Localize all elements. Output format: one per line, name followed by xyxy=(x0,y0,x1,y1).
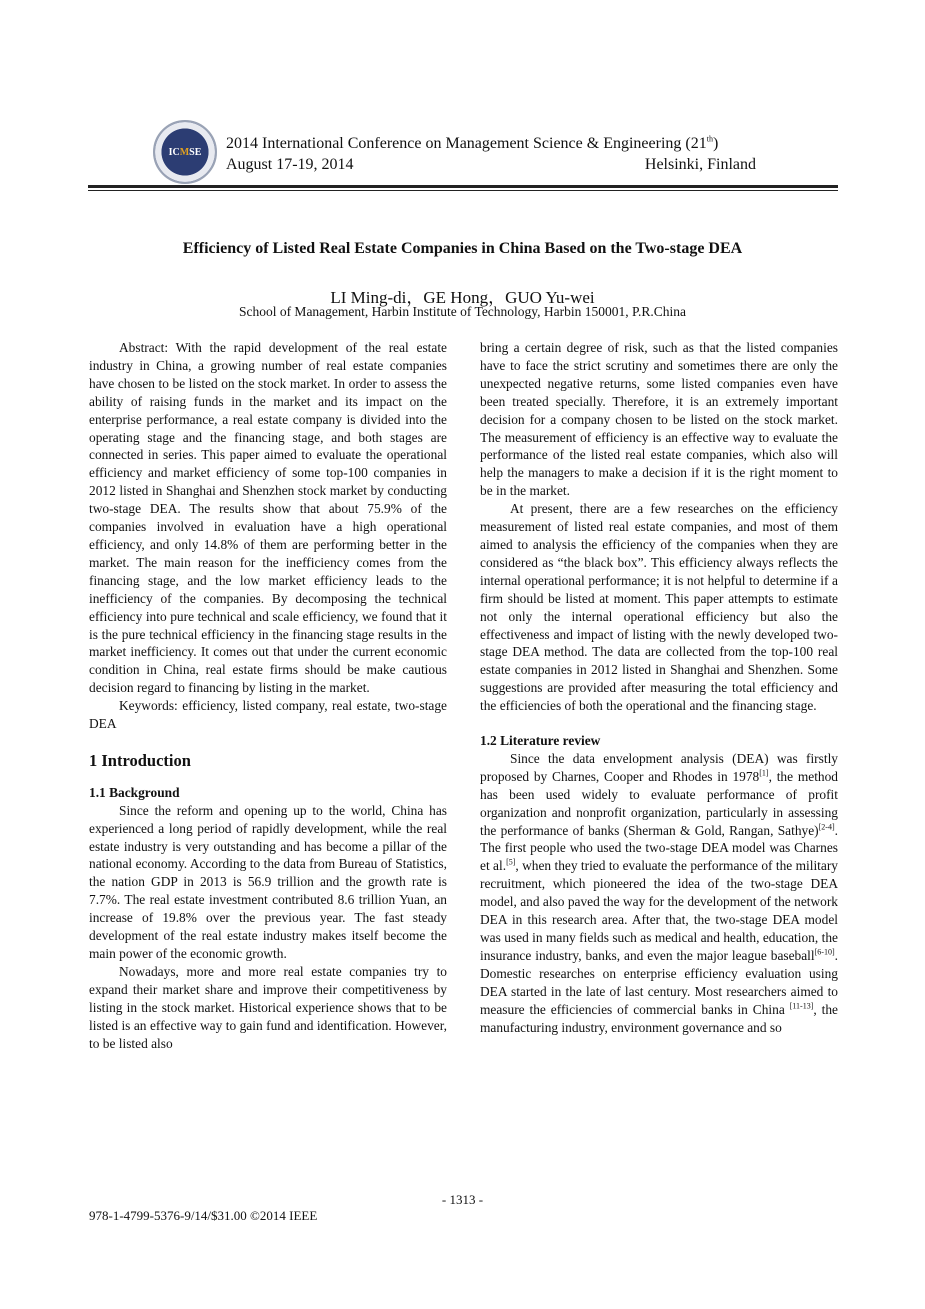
paragraph xyxy=(89,697,447,733)
section-heading: 1 Introduction xyxy=(89,750,191,770)
text-run: Abstract: With the rapid development of the real estate industry in China, a growing number of real estate companies have chosen to be listed on the stock market. In order to assess the ability of raising funds in the market and its impact on the enterprise performance, a real estate company is divided into the operating stage and the financing stage, and both stages are connected in series. This paper aimed to evaluate the operational efficiency and market efficiency of some top-100 companies in 2012 listed in Shanghai and Shenzhen stock market by conducting two-stage DEA. The results show that about 75.9% of the companies involved in evaluation have a high operational efficiency, and only 14.8% of them are performing better in the market. The main reason for the inefficiency comes from the financing stage, and the low market efficiency leads to the inefficiency of the companies. By decomposing the technical efficiency into pure technical and scale efficiency, we found that it is the pure technical efficiency in the financing stage results in the market inefficiency. It comes out that under the current economic condition in China, real estate firms should be make cautious decision regard to financing by listing in the market. xyxy=(89,340,447,696)
paper-title: Efficiency of Listed Real Estate Companies in China Based on the Two-stage DEA xyxy=(182,240,743,257)
text-run: , the method has been used widely to evaluate performance of profit organization and nonprofit organization, particularly in assessing the performance of banks (Sherman & Gold, Rangan, Sathye) xyxy=(480,768,838,838)
section-heading: 1.1 Background xyxy=(89,784,180,800)
text-run: , the manufacturing industry, environment governance and so xyxy=(480,1001,838,1035)
paragraph xyxy=(480,339,838,500)
affiliation: School of Management, Harbin Institute of Technology, Harbin 150001, P.R.China xyxy=(238,304,687,319)
text-run: , when they tried to evaluate the performance of the military recruitment, which pioneered the idea of the two-stage DEA model, and also paved the way for the development of the network DEA in this research area. After that, the two-stage DEA model was used in many fields such as medical and health, education, the insurance industry, banks, and even the major league baseball xyxy=(480,858,838,963)
header-rule-thin xyxy=(88,190,838,191)
text-run: . The first people who used the two-stage DEA model was Charnes et al. xyxy=(480,822,838,874)
paragraph xyxy=(89,339,447,697)
conference-date: August 17-19, 2014 xyxy=(226,156,354,173)
conference-name: 2014 International Conference on Management Science & Engineering (21 xyxy=(226,135,707,152)
page-number: - 1313 - xyxy=(441,1192,484,1207)
citation-sup: [5] xyxy=(506,857,516,867)
paragraph xyxy=(89,802,447,963)
conference-close: ) xyxy=(712,135,719,152)
paragraph xyxy=(89,963,447,1053)
section-heading: 1.2 Literature review xyxy=(480,733,601,749)
paragraph xyxy=(480,750,838,1037)
text-run: . Domestic researches on enterprise efficiency evaluation using DEA started in the late of last century. Most researchers aimed to measure the efficiencies of commercial banks in China xyxy=(480,947,838,1017)
citation-sup: [6-10] xyxy=(814,947,835,957)
conference-location: Helsinki, Finland xyxy=(644,156,756,173)
text-run: Since the reform and opening up to the world, China has experienced a long period of rapidly development, while the real estate industry is very outstanding and has become a pillar of the national economy. According to the data from Bureau of Statistics, the nation GDP in 2013 is 56.9 trillion and the growth rate is 7.7%. The real estate investment contributed 8.6 trillion Yuan, an increase of 19.8% over the previous year. The fast steady development of the real estate industry makes itself become the main power of the economic growth. xyxy=(89,802,447,961)
left-column xyxy=(89,339,447,1052)
authors: LI Ming-di，GE Hong，GUO Yu-wei xyxy=(330,288,595,307)
conference-edition-sup: th xyxy=(706,134,713,144)
conference-header xyxy=(226,133,756,175)
citation-sup: [1] xyxy=(759,768,769,778)
isbn-copyright: 978-1-4799-5376-9/14/$31.00 ©2014 IEEE xyxy=(89,1208,318,1223)
text-run: Keywords: efficiency, listed company, real estate, two-stage DEA xyxy=(89,698,447,732)
text-run: Since the data envelopment analysis (DEA) was firstly proposed by Charnes, Cooper and Rhodes in 1978 xyxy=(480,750,838,784)
conference-logo: ICMSE xyxy=(153,120,217,184)
text-run: Nowadays, more and more real estate companies try to expand their market share and improve their competitiveness by listing in the stock market. Historical experience shows that to be listed is an effective way to gain fund and identification. However, to be listed also xyxy=(89,963,447,1051)
header-rule-thick xyxy=(88,185,838,188)
paragraph xyxy=(480,500,838,715)
text-run: bring a certain degree of risk, such as that the listed companies have to face the strict scrutiny and sometimes there are only the unexpected negative returns, some listed companies even have been treated specially. Therefore, it is an extremely important decision for a company chosen to be listed on the stock market. The measurement of efficiency is an effective way to evaluate the performance of the listed real estate companies, which also will help the managers to make a decision if it is the right moment to be in the market. xyxy=(480,340,838,499)
citation-sup: [11-13] xyxy=(789,1001,814,1011)
citation-sup: [2-4] xyxy=(818,822,835,832)
text-run: At present, there are a few researches on the efficiency measurement of listed real estate companies, and most of them aimed to analysis the efficiency of the companies when they are considered as “the black box”. This efficiency always reflects the internal operational performance; it is not helpful to determine if a firm should be listed at moment. This paper attempts to estimate not only the internal operational efficiency but also the effectiveness and impact of listing with the newly developed two-stage DEA method. The data are collected from the top-100 real estate companies in 2012 listed in Shanghai and Shenzhen. Some suggestions are provided after measuring the total efficiency and the efficiencies of both the operational and the financing stage. xyxy=(480,501,838,714)
right-column xyxy=(480,339,838,1036)
